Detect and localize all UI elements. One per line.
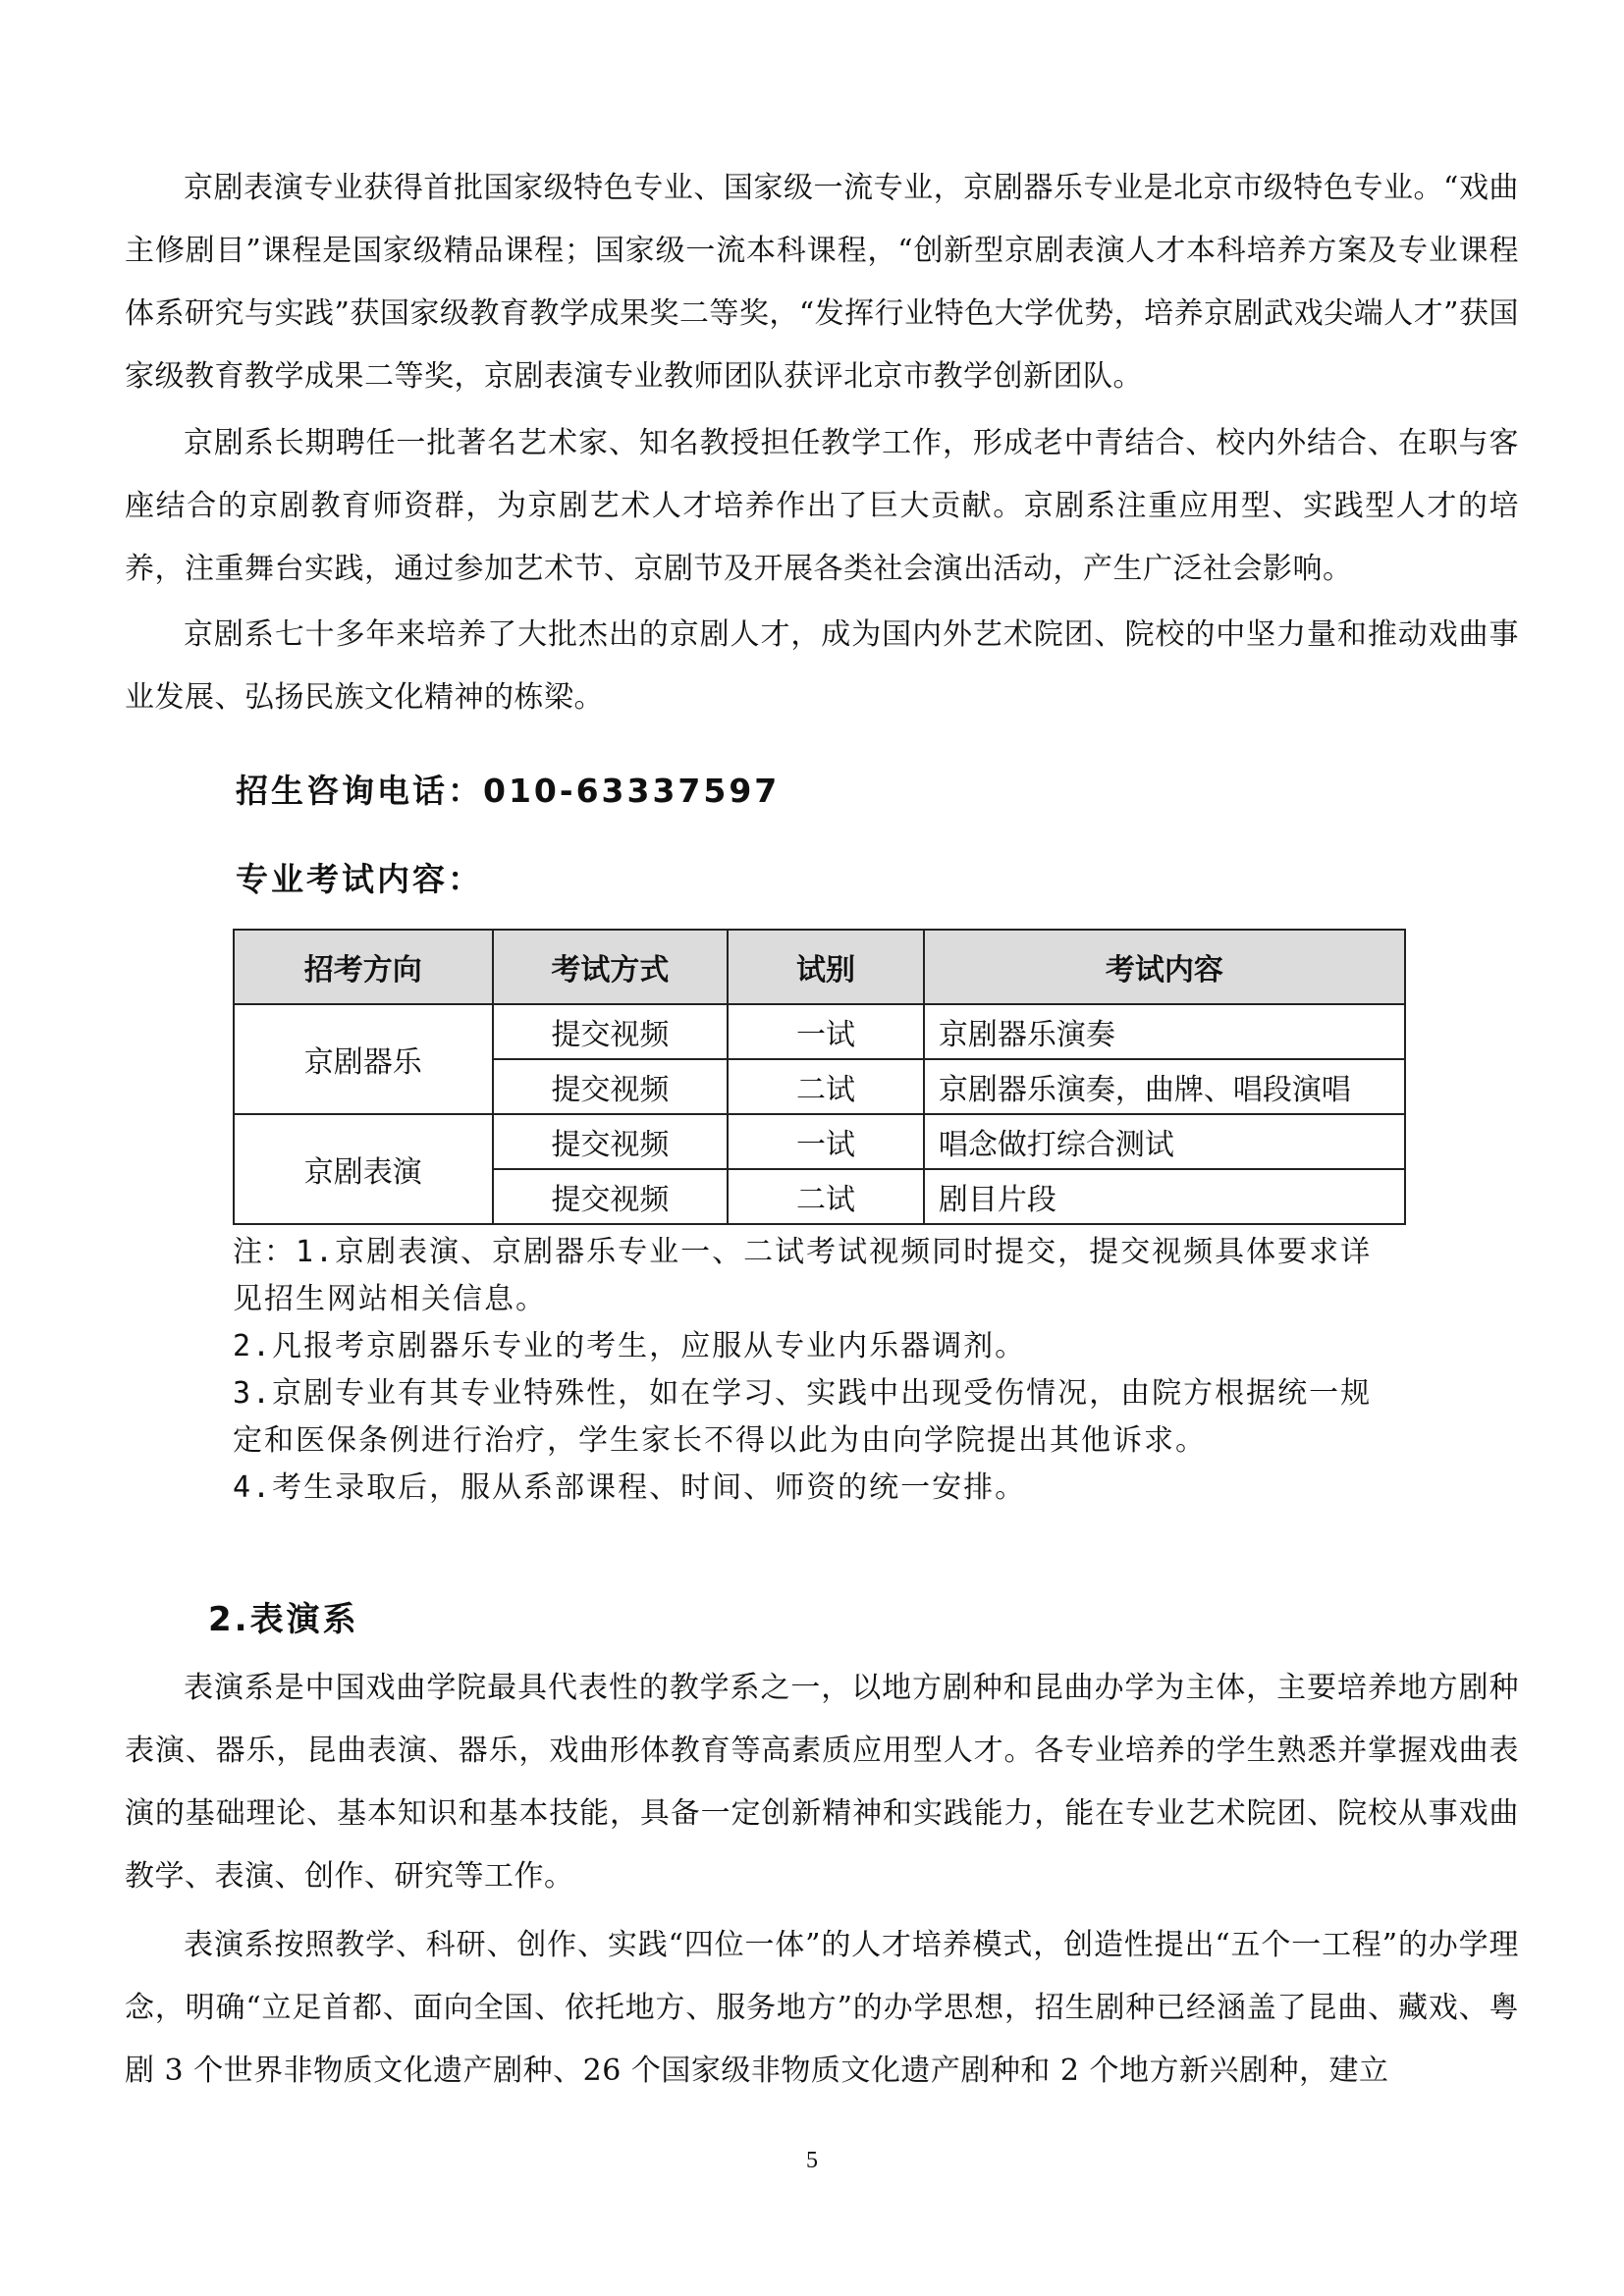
cell-round: 一试 xyxy=(728,1114,924,1169)
cell-direction: 京剧器乐 xyxy=(234,1004,493,1114)
cell-method: 提交视频 xyxy=(493,1169,729,1224)
cell-method: 提交视频 xyxy=(493,1059,729,1114)
section-heading: 2.表演系 xyxy=(208,1600,359,1639)
paragraph-jingju-honors: 京剧表演专业获得首批国家级特色专业、国家级一流专业，京剧器乐专业是北京市级特色专业。“戏曲主修剧目”课程是国家级精品课程；国家级一流本科课程，“创新型京剧表演人才本科培养方案及专业课程体系研究与实践”获国家级教育教学成果奖二等奖，“发挥行业特色大学优势，培养京剧武戏尖端人才”获国家级教育教学成果二等奖，京剧表演专业教师团队获评北京市教学创新团队。 xyxy=(125,171,1520,394)
exam-table xyxy=(233,929,1406,1225)
paragraph-performance-model: 表演系按照教学、科研、创作、实践“四位一体”的人才培养模式，创造性提出“五个一工程”的办学理念，明确“立足首都、面向全国、依托地方、服务地方”的办学思想，招生剧种已经涵盖了昆曲、藏戏、粤剧 3 个世界非物质文化遗产剧种、26 个国家级非物质文化遗产剧种和 2 个地方新兴剧种，建立 xyxy=(125,1928,1519,2088)
cell-content: 京剧器乐演奏，曲牌、唱段演唱 xyxy=(924,1059,1405,1114)
paragraph-performance-intro: 表演系是中国戏曲学院最具代表性的教学系之一，以地方剧种和昆曲办学为主体，主要培养地方剧种表演、器乐，昆曲表演、器乐，戏曲形体教育等高素质应用型人才。各专业培养的学生熟悉并掌握戏曲表演的基础理论、基本知识和基本技能，具备一定创新精神和实践能力，能在专业艺术院团、院校从事戏曲教学、表演、创作、研究等工作。 xyxy=(125,1671,1519,1894)
header-content: 考试内容 xyxy=(924,930,1405,1004)
note-line: 注：1.京剧表演、京剧器乐专业一、二试考试视频同时提交，提交视频具体要求详 xyxy=(233,1235,1373,1269)
header-method: 考试方式 xyxy=(493,930,729,1004)
paragraph-jingju-faculty: 京剧系长期聘任一批著名艺术家、知名教授担任教学工作，形成老中青结合、校内外结合、在职与客座结合的京剧教育师资群，为京剧艺术人才培养作出了巨大贡献。京剧系注重应用型、实践型人才的培养，注重舞台实践，通过参加艺术节、京剧节及开展各类社会演出活动，产生广泛社会影响。 xyxy=(125,426,1519,586)
note-line: 见招生网站相关信息。 xyxy=(233,1282,547,1316)
cell-content: 京剧器乐演奏 xyxy=(924,1004,1405,1059)
exam-notes xyxy=(233,1229,1450,1512)
exam-content-heading: 专业考试内容： xyxy=(236,860,483,898)
cell-direction: 京剧表演 xyxy=(234,1114,493,1224)
table-row xyxy=(234,1004,1405,1059)
cell-content: 剧目片段 xyxy=(924,1169,1405,1224)
header-round: 试别 xyxy=(728,930,924,1004)
cell-round: 二试 xyxy=(728,1169,924,1224)
note-line: 4.考生录取后，服从系部课程、时间、师资的统一安排。 xyxy=(233,1470,1027,1505)
paragraph-jingju-alumni: 京剧系七十多年来培养了大批杰出的京剧人才，成为国内外艺术院团、院校的中坚力量和推动戏曲事业发展、弘扬民族文化精神的栋梁。 xyxy=(125,617,1519,715)
note-line: 3.京剧专业有其专业特殊性，如在学习、实践中出现受伤情况，由院方根据统一规 xyxy=(233,1376,1373,1411)
cell-round: 二试 xyxy=(728,1059,924,1114)
cell-round: 一试 xyxy=(728,1004,924,1059)
note-line: 2.凡报考京剧器乐专业的考生，应服从专业内乐器调剂。 xyxy=(233,1329,1027,1363)
cell-method: 提交视频 xyxy=(493,1114,729,1169)
note-line: 定和医保条例进行治疗，学生家长不得以此为由向学院提出其他诉求。 xyxy=(233,1423,1207,1458)
page-number: 5 xyxy=(806,2148,818,2173)
admissions-hotline: 招生咨询电话：010-63337597 xyxy=(236,772,781,810)
header-direction: 招考方向 xyxy=(234,930,493,1004)
cell-method: 提交视频 xyxy=(493,1004,729,1059)
table-header-row xyxy=(234,930,1405,1004)
cell-content: 唱念做打综合测试 xyxy=(924,1114,1405,1169)
table-row xyxy=(234,1114,1405,1169)
